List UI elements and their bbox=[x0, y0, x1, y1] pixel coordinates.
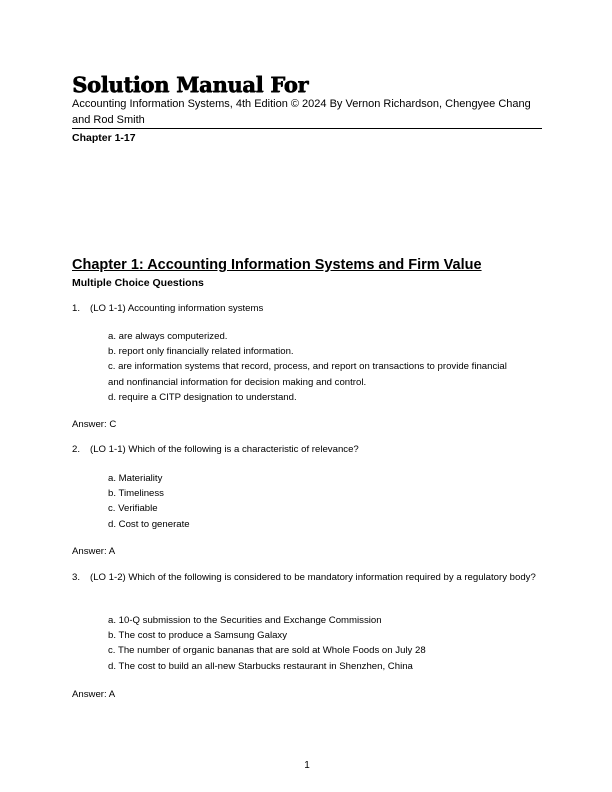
question-3-options bbox=[108, 613, 542, 674]
answer-2: Answer: A bbox=[72, 546, 116, 557]
question-text: (LO 1-1) Which of the following is a characteristic of relevance? bbox=[90, 444, 359, 455]
question-number: 1. bbox=[72, 303, 81, 314]
option-b: b. Timeliness bbox=[108, 488, 164, 500]
question-1 bbox=[72, 301, 542, 316]
option-a: a. Materiality bbox=[108, 473, 163, 484]
header-divider bbox=[72, 128, 542, 129]
option-c: c. The number of organic bananas that are sold at Whole Foods on July 28 bbox=[108, 645, 426, 657]
document-page bbox=[72, 0, 542, 792]
option-d: d. require a CITP designation to understand. bbox=[108, 391, 297, 403]
option-d: d. The cost to build an all-new Starbucks restaurant in Shenzhen, China bbox=[108, 660, 413, 672]
chapter-heading: Chapter 1: Accounting Information Systems and Firm Value bbox=[72, 257, 482, 273]
option-d: d. Cost to generate bbox=[108, 518, 190, 530]
document-title: Solution Manual For bbox=[72, 72, 309, 97]
question-number: 3. bbox=[72, 572, 81, 583]
document-subtitle: Accounting Information Systems, 4th Edition © 2024 By Vernon Richardson, Chengyee Chang and Rod Smith bbox=[72, 98, 531, 126]
option-c-continued: and nonfinancial information for decision making and control. bbox=[108, 376, 367, 388]
option-b: b. report only financially related information. bbox=[108, 346, 294, 358]
question-1-options bbox=[108, 329, 542, 405]
question-2-options bbox=[108, 471, 542, 532]
question-3 bbox=[72, 570, 542, 585]
page-number: 1 bbox=[304, 760, 310, 771]
question-2 bbox=[72, 442, 542, 457]
option-a: a. 10-Q submission to the Securities and Exchange Commission bbox=[108, 615, 382, 626]
question-text: (LO 1-2) Which of the following is considered to be mandatory information required by a regulatory body? bbox=[90, 572, 536, 583]
section-label: Multiple Choice Questions bbox=[72, 277, 204, 289]
question-text: (LO 1-1) Accounting information systems bbox=[90, 303, 264, 314]
option-c: c. Verifiable bbox=[108, 503, 158, 515]
answer-1: Answer: C bbox=[72, 419, 117, 430]
chapter-range-label: Chapter 1-17 bbox=[72, 132, 136, 144]
question-number: 2. bbox=[72, 444, 81, 455]
option-a: a. are always computerized. bbox=[108, 331, 228, 342]
option-c: c. are information systems that record, process, and report on transactions to provide financial bbox=[108, 361, 507, 373]
answer-3: Answer: A bbox=[72, 689, 116, 700]
option-b: b. The cost to produce a Samsung Galaxy bbox=[108, 630, 288, 642]
